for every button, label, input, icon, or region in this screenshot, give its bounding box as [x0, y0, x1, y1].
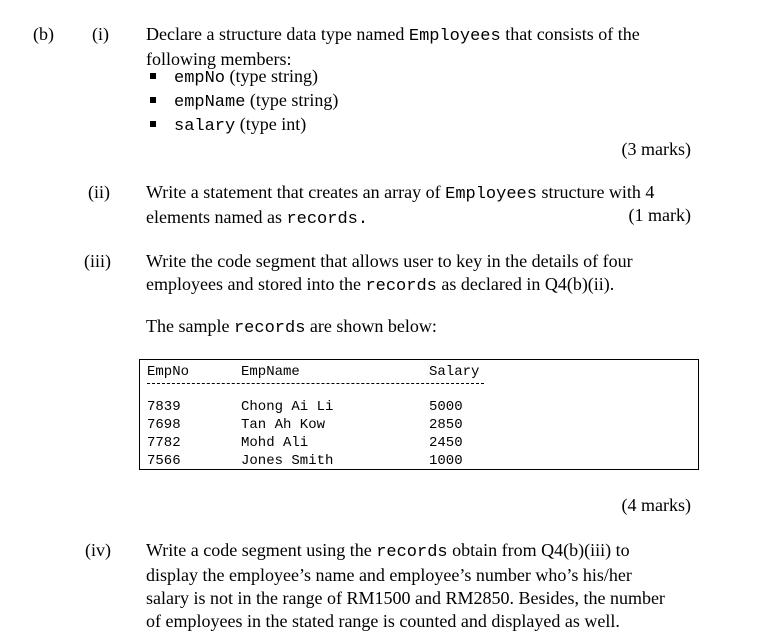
- row-1-empno: 7839: [147, 399, 181, 415]
- question-ii-text: [146, 181, 691, 231]
- question-i-text: [146, 23, 691, 71]
- bullet-icon: [150, 97, 156, 103]
- member-desc: (type string): [245, 90, 339, 110]
- question-iii-line2-pre: employees and stored into the: [146, 274, 366, 294]
- sample-intro: [146, 315, 691, 340]
- question-ii-line1-post: structure with 4: [536, 182, 655, 202]
- row-3-salary: 2450: [429, 435, 463, 451]
- question-ii-label: (ii): [88, 182, 110, 202]
- header-salary: Salary: [429, 364, 480, 380]
- row-3-empno: 7782: [147, 435, 181, 451]
- question-ii-line1-pre: Write a statement that creates an array of: [146, 182, 446, 202]
- row-4-empname: Jones Smith: [241, 453, 334, 469]
- member-code: empName: [174, 93, 246, 112]
- question-iii-line2-code: records: [365, 277, 437, 296]
- sample-records-table: [139, 359, 699, 470]
- question-ii-line2-code: records.: [286, 210, 369, 229]
- sample-post: are shown below:: [305, 316, 437, 336]
- question-iv-line4: of employees in the stated range is counted and displayed as well.: [146, 611, 620, 631]
- question-iii-marks: (4 marks): [621, 495, 691, 515]
- question-iv-line1-code: records: [376, 543, 448, 562]
- question-iv-line1-pre: Write a code segment using the: [146, 540, 377, 560]
- question-iv-label: (iv): [85, 540, 111, 560]
- row-1-salary: 5000: [429, 399, 463, 415]
- part-label: (b): [33, 24, 54, 44]
- question-iv-text: [146, 539, 691, 633]
- question-ii-line2-pre: elements named as: [146, 207, 287, 227]
- member-desc: (type int): [235, 114, 307, 134]
- sample-pre: The sample: [146, 316, 234, 336]
- header-divider: [147, 383, 484, 384]
- member-item: [146, 65, 338, 89]
- row-1-empname: Chong Ai Li: [241, 399, 334, 415]
- row-4-empno: 7566: [147, 453, 181, 469]
- question-i-line1-code: Employees: [408, 27, 501, 46]
- header-empname: EmpName: [241, 364, 300, 380]
- member-code: empNo: [174, 69, 226, 88]
- member-desc: (type string): [225, 66, 318, 86]
- question-ii-marks: (1 mark): [628, 205, 691, 225]
- member-code: salary: [174, 117, 236, 136]
- question-iii-text: [146, 250, 691, 298]
- question-iv-line3: salary is not in the range of RM1500 and RM2850. Besides, the number: [146, 588, 665, 608]
- question-iii-label: (iii): [84, 251, 111, 271]
- member-item: [146, 89, 338, 113]
- question-i-line1-post: that consists of the: [500, 24, 640, 44]
- row-2-salary: 2850: [429, 417, 463, 433]
- question-iii-line2-post: as declared in Q4(b)(ii).: [436, 274, 615, 294]
- question-i-label: (i): [92, 24, 109, 44]
- bullet-icon: [150, 73, 156, 79]
- question-ii-line1-code: Employees: [445, 185, 537, 204]
- question-i-marks: (3 marks): [621, 139, 691, 159]
- question-i-line2: following members:: [146, 49, 292, 69]
- row-3-empname: Mohd Ali: [241, 435, 309, 451]
- row-4-salary: 1000: [429, 453, 463, 469]
- question-iii-line1: Write the code segment that allows user to key in the details of four: [146, 251, 633, 271]
- question-iv-line2: display the employee’s name and employee’s number who’s his/her: [146, 565, 632, 585]
- sample-code: records: [233, 319, 306, 338]
- row-2-empname: Tan Ah Kow: [241, 417, 326, 433]
- member-item: [146, 113, 338, 137]
- row-2-empno: 7698: [147, 417, 181, 433]
- bullet-icon: [150, 121, 156, 127]
- question-iv-line1-post: obtain from Q4(b)(iii) to: [447, 540, 630, 560]
- question-i-line1-pre: Declare a structure data type named: [146, 24, 409, 44]
- member-list: [146, 65, 338, 137]
- header-empno: EmpNo: [147, 364, 190, 380]
